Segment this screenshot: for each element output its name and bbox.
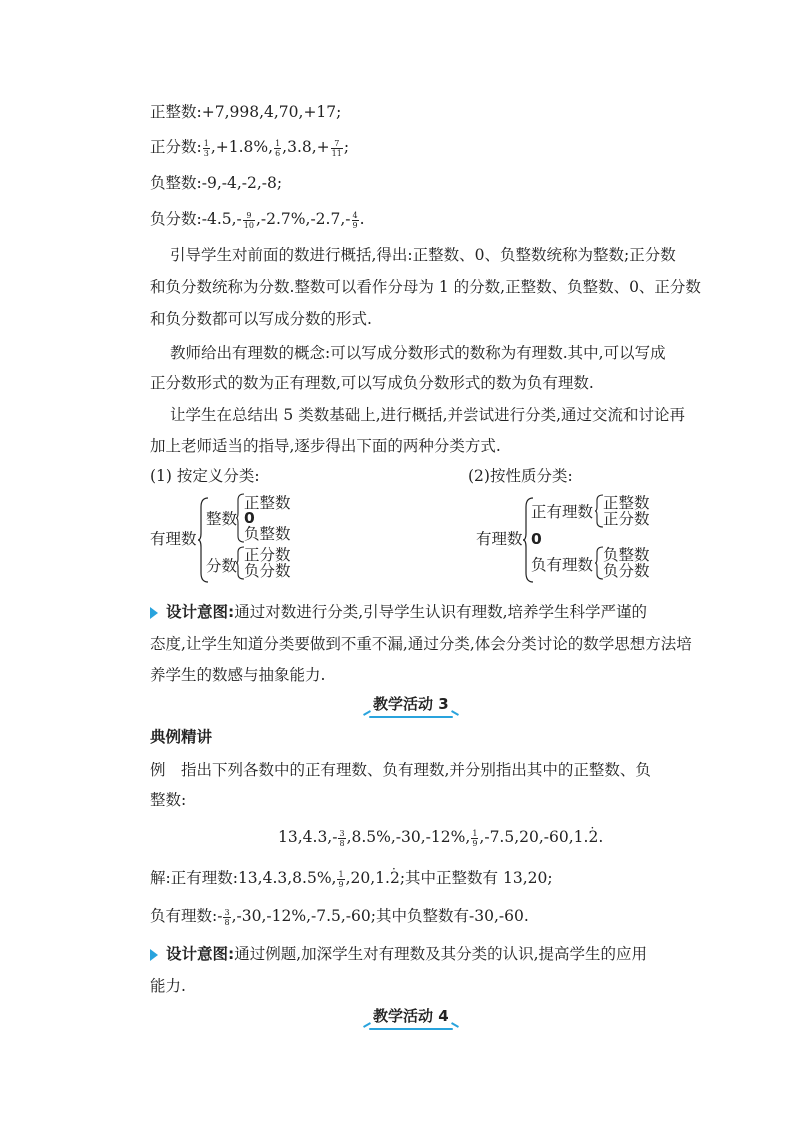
paragraph-3-line-1: 让学生在总结出 5 类数基础上,进行概括,并尝试进行分类,通过交流和讨论再: [170, 406, 685, 424]
tree-right-neg-int: 负整数: [603, 546, 650, 564]
paragraph-1-line-2: 和负分数统称为分数.整数可以看作分母为 1 的分数,正整数、负整数、0、正分数: [150, 278, 701, 296]
tree-right-neg-rational: 负有理数: [531, 556, 594, 574]
tree-right-rational: 有理数: [476, 530, 523, 548]
tree-right-pos-int: 正整数: [603, 494, 650, 512]
paragraph-3-line-2: 加上老师适当的指导,逐步得出下面的两种分类方式.: [150, 437, 501, 455]
design-intent-2-line-2: 能力.: [150, 977, 186, 995]
design-intent-1-line-2: 态度,让学生知道分类要做到不重不漏,通过分类,体会分类讨论的数学思想方法培: [150, 635, 692, 653]
paragraph-1-line-3: 和负分数都可以写成分数的形式.: [150, 310, 372, 328]
negative-fractions-line: 负分数:-4.5,- $\frac{9}{10}$ ,-2.7%,-2.7,- $\frac{4}{9}$ .: [150, 210, 365, 230]
tree-left-pos-int: 正整数: [244, 494, 291, 512]
triangle-bullet-icon: [150, 949, 158, 961]
example-line-2: 整数:: [150, 791, 187, 809]
classify-by-property-title: (2)按性质分类:: [468, 467, 573, 485]
title-underline: [369, 1028, 453, 1030]
positive-integers-line: 正整数:+7,998,4,70,+17;: [150, 103, 342, 121]
tree-left-fraction: 分数: [206, 557, 238, 575]
tree-left-rational: 有理数: [150, 530, 197, 548]
design-intent-2-line-1: 设计意图:通过例题,加深学生对有理数及其分类的认识,提高学生的应用: [150, 944, 647, 964]
solution-negative: 负有理数:- $\frac{3}{8}$ ,-30,-12%,-7.5,-60;其中负整数有-30,-60.: [150, 907, 529, 927]
tree-left-integer: 整数: [206, 510, 238, 528]
example-numbers: 13,4.3,- $\frac{3}{8}$ ,8.5%,-30,-12%, $\frac{1}{9}$ ,-7.5,20,-60,1.2 ·.: [278, 827, 603, 848]
design-intent-1-line-1: 设计意图:通过对数进行分类,引导学生认识有理数,培养学生科学严谨的: [150, 602, 647, 622]
triangle-bullet-icon: [150, 607, 158, 619]
positive-fractions-line: 正分数: $\frac{1}{3}$ ,+1.8%, $\frac{1}{6}$ ,3.8,+ $\frac{7}{11}$ ;: [150, 138, 350, 158]
example-line-1: 例 指出下列各数中的正有理数、负有理数,并分别指出其中的正整数、负: [150, 761, 651, 779]
activity-4-title: 教学活动 4: [373, 1005, 449, 1026]
paragraph-1-line-1: 引导学生对前面的数进行概括,得出:正整数、0、负整数统称为整数;正分数: [170, 246, 676, 264]
tree-left-pos-frac: 正分数: [244, 546, 291, 564]
classify-by-definition-title: (1) 按定义分类:: [150, 467, 260, 485]
tree-left-neg-int: 负整数: [244, 525, 291, 543]
activity-3-title: 教学活动 3: [373, 693, 449, 714]
tree-left-neg-frac: 负分数: [244, 562, 291, 580]
tree-right-pos-frac: 正分数: [603, 510, 650, 528]
title-underline: [369, 716, 453, 718]
tree-right-zero: 0: [531, 530, 542, 548]
tree-left-zero: 0: [244, 509, 255, 527]
tree-right-neg-frac: 负分数: [603, 562, 650, 580]
tree-right-pos-rational: 正有理数: [531, 503, 594, 521]
design-intent-1-line-3: 养学生的数感与抽象能力.: [150, 666, 326, 684]
paragraph-2-line-1: 教师给出有理数的概念:可以写成分数形式的数称为有理数.其中,可以写成: [170, 344, 666, 362]
paragraph-2-line-2: 正分数形式的数为正有理数,可以写成负分数形式的数为负有理数.: [150, 374, 594, 392]
example-heading: 典例精讲: [150, 728, 213, 746]
negative-integers-line: 负整数:-9,-4,-2,-8;: [150, 174, 283, 192]
solution-positive: 解:正有理数:13,4.3,8.5%, $\frac{1}{9}$ ,20,1.2 ·;其中正整数有 13,20;: [150, 868, 553, 889]
